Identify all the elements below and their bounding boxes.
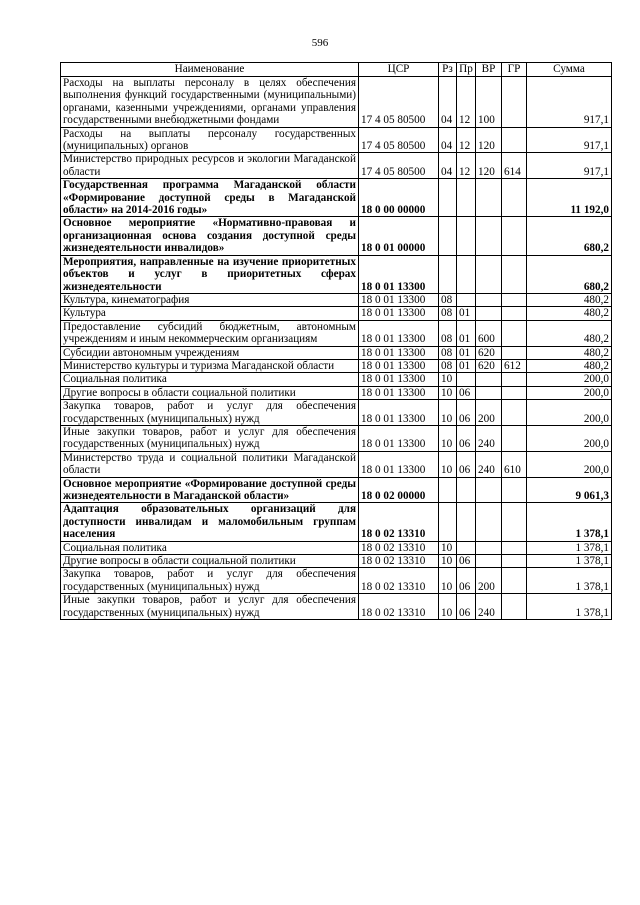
cell-rz: 10 [439, 594, 457, 620]
cell-vr: 600 [476, 320, 502, 346]
table-row [61, 359, 612, 372]
cell-pr [457, 255, 476, 293]
cell-csr: 18 0 01 13300 [359, 451, 439, 477]
table-row [61, 555, 612, 568]
cell-vr [476, 217, 502, 255]
cell-gr [502, 217, 527, 255]
cell-name: Другие вопросы в области социальной политики [61, 386, 359, 399]
cell-rz: 08 [439, 346, 457, 359]
cell-name: Министерство труда и социальной политики Магаданской области [61, 451, 359, 477]
cell-gr [502, 568, 527, 594]
cell-vr: 240 [476, 451, 502, 477]
cell-name: Культура [61, 307, 359, 320]
header-pr: Пр [457, 63, 476, 77]
table-row [61, 477, 612, 503]
header-csr: ЦСР [359, 63, 439, 77]
cell-gr [502, 77, 527, 128]
cell-sum: 480,2 [527, 346, 612, 359]
table-row [61, 346, 612, 359]
table-row [61, 179, 612, 217]
cell-vr: 200 [476, 568, 502, 594]
cell-vr [476, 477, 502, 503]
cell-vr: 240 [476, 425, 502, 451]
cell-name: Социальная политика [61, 373, 359, 386]
cell-csr: 18 0 02 13310 [359, 541, 439, 554]
cell-sum: 1 378,1 [527, 503, 612, 541]
table-row [61, 594, 612, 620]
cell-csr: 18 0 02 00000 [359, 477, 439, 503]
table-row [61, 307, 612, 320]
cell-rz: 08 [439, 293, 457, 306]
cell-csr: 18 0 02 13310 [359, 594, 439, 620]
cell-vr [476, 541, 502, 554]
cell-name: Расходы на выплаты персоналу государственных (муниципальных) органов [61, 127, 359, 153]
cell-csr: 18 0 00 00000 [359, 179, 439, 217]
header-gr: ГР [502, 63, 527, 77]
cell-rz [439, 217, 457, 255]
table-row [61, 386, 612, 399]
cell-sum: 11 192,0 [527, 179, 612, 217]
cell-pr: 06 [457, 386, 476, 399]
cell-name: Мероприятия, направленные на изучение приоритетных объектов и услуг в приоритетных сферах жизнедеятельности [61, 255, 359, 293]
cell-csr: 18 0 02 13310 [359, 555, 439, 568]
table-row [61, 293, 612, 306]
cell-sum: 480,2 [527, 320, 612, 346]
cell-pr [457, 503, 476, 541]
table-row [61, 503, 612, 541]
cell-sum: 917,1 [527, 127, 612, 153]
cell-name: Закупка товаров, работ и услуг для обеспечения государственных (муниципальных) нужд [61, 568, 359, 594]
budget-table [60, 62, 612, 620]
cell-gr [502, 400, 527, 426]
header-name: Наименование [61, 63, 359, 77]
cell-csr: 17 4 05 80500 [359, 153, 439, 179]
cell-sum: 200,0 [527, 386, 612, 399]
cell-name: Основное мероприятие «Нормативно-правовая и организационная основа создания доступной среды жизнедеятельности инвалидов» [61, 217, 359, 255]
cell-csr: 17 4 05 80500 [359, 77, 439, 128]
cell-rz: 10 [439, 386, 457, 399]
table-row [61, 77, 612, 128]
cell-pr: 06 [457, 400, 476, 426]
cell-pr [457, 541, 476, 554]
cell-name: Предоставление субсидий бюджетным, автономным учреждениям и иным некоммерческим организациям [61, 320, 359, 346]
cell-gr [502, 541, 527, 554]
cell-vr: 120 [476, 127, 502, 153]
cell-vr [476, 386, 502, 399]
cell-name: Расходы на выплаты персоналу в целях обеспечения выполнения функций государственными (муниципальными) органами, казенными учреждениями, органами управления государственными внебюджетными фондами [61, 77, 359, 128]
cell-gr: 610 [502, 451, 527, 477]
cell-sum: 1 378,1 [527, 568, 612, 594]
cell-rz [439, 179, 457, 217]
cell-csr: 18 0 01 00000 [359, 217, 439, 255]
cell-vr [476, 179, 502, 217]
cell-csr: 18 0 01 13300 [359, 320, 439, 346]
cell-sum: 917,1 [527, 77, 612, 128]
table-row [61, 425, 612, 451]
cell-rz: 08 [439, 359, 457, 372]
cell-csr: 17 4 05 80500 [359, 127, 439, 153]
cell-rz: 08 [439, 307, 457, 320]
cell-gr [502, 386, 527, 399]
cell-gr [502, 425, 527, 451]
cell-pr: 12 [457, 77, 476, 128]
cell-sum: 917,1 [527, 153, 612, 179]
cell-pr [457, 217, 476, 255]
cell-rz [439, 255, 457, 293]
cell-name: Иные закупки товаров, работ и услуг для обеспечения государственных (муниципальных) нужд [61, 594, 359, 620]
cell-sum: 9 061,3 [527, 477, 612, 503]
cell-sum: 200,0 [527, 373, 612, 386]
cell-vr [476, 255, 502, 293]
cell-vr: 200 [476, 400, 502, 426]
header-vr: ВР [476, 63, 502, 77]
table-row [61, 373, 612, 386]
cell-rz: 10 [439, 425, 457, 451]
cell-gr [502, 346, 527, 359]
table-row [61, 451, 612, 477]
cell-rz [439, 477, 457, 503]
cell-gr: 612 [502, 359, 527, 372]
cell-csr: 18 0 01 13300 [359, 359, 439, 372]
cell-name: Социальная политика [61, 541, 359, 554]
cell-pr: 01 [457, 359, 476, 372]
cell-gr [502, 503, 527, 541]
cell-rz: 10 [439, 400, 457, 426]
cell-pr: 12 [457, 127, 476, 153]
cell-sum: 1 378,1 [527, 594, 612, 620]
cell-vr [476, 555, 502, 568]
cell-sum: 680,2 [527, 217, 612, 255]
cell-vr: 240 [476, 594, 502, 620]
cell-csr: 18 0 02 13310 [359, 503, 439, 541]
cell-rz: 04 [439, 77, 457, 128]
cell-vr: 120 [476, 153, 502, 179]
table-row [61, 127, 612, 153]
cell-sum: 200,0 [527, 400, 612, 426]
table-row [61, 541, 612, 554]
cell-gr [502, 179, 527, 217]
cell-rz: 10 [439, 568, 457, 594]
cell-vr [476, 293, 502, 306]
cell-rz: 10 [439, 451, 457, 477]
cell-gr [502, 255, 527, 293]
table-row [61, 255, 612, 293]
cell-csr: 18 0 01 13300 [359, 373, 439, 386]
table-row [61, 568, 612, 594]
cell-gr [502, 127, 527, 153]
cell-csr: 18 0 01 13300 [359, 293, 439, 306]
cell-csr: 18 0 01 13300 [359, 255, 439, 293]
cell-pr [457, 373, 476, 386]
page-number: 596 [311, 37, 329, 49]
cell-rz [439, 503, 457, 541]
cell-sum: 1 378,1 [527, 555, 612, 568]
cell-pr: 01 [457, 320, 476, 346]
cell-gr [502, 373, 527, 386]
cell-csr: 18 0 01 13300 [359, 425, 439, 451]
header-sum: Сумма [527, 63, 612, 77]
cell-vr: 620 [476, 346, 502, 359]
cell-rz: 04 [439, 153, 457, 179]
cell-csr: 18 0 02 13310 [359, 568, 439, 594]
cell-sum: 200,0 [527, 451, 612, 477]
cell-pr [457, 179, 476, 217]
cell-gr [502, 320, 527, 346]
cell-vr: 620 [476, 359, 502, 372]
cell-name: Иные закупки товаров, работ и услуг для обеспечения государственных (муниципальных) нужд [61, 425, 359, 451]
cell-name: Культура, кинематография [61, 293, 359, 306]
cell-gr: 614 [502, 153, 527, 179]
cell-gr [502, 555, 527, 568]
cell-pr: 01 [457, 307, 476, 320]
cell-csr: 18 0 01 13300 [359, 386, 439, 399]
cell-pr [457, 293, 476, 306]
cell-pr: 06 [457, 555, 476, 568]
cell-sum: 480,2 [527, 307, 612, 320]
cell-sum: 680,2 [527, 255, 612, 293]
table-row [61, 320, 612, 346]
cell-gr [502, 477, 527, 503]
cell-name: Другие вопросы в области социальной политики [61, 555, 359, 568]
cell-name: Закупка товаров, работ и услуг для обеспечения государственных (муниципальных) нужд [61, 400, 359, 426]
cell-pr: 06 [457, 568, 476, 594]
cell-csr: 18 0 01 13300 [359, 400, 439, 426]
cell-rz: 08 [439, 320, 457, 346]
cell-gr [502, 307, 527, 320]
cell-pr: 06 [457, 594, 476, 620]
cell-rz: 10 [439, 555, 457, 568]
table-header-row [61, 63, 612, 77]
cell-csr: 18 0 01 13300 [359, 346, 439, 359]
cell-name: Государственная программа Магаданской области «Формирование доступной среды в Магаданской области» на 2014-2016 годы» [61, 179, 359, 217]
cell-rz: 10 [439, 541, 457, 554]
cell-vr: 100 [476, 77, 502, 128]
table-row [61, 400, 612, 426]
header-rz: Рз [439, 63, 457, 77]
table-row [61, 217, 612, 255]
cell-name: Адаптация образовательных организаций для доступности инвалидам и маломобильным группам населения [61, 503, 359, 541]
cell-pr: 06 [457, 425, 476, 451]
cell-gr [502, 293, 527, 306]
cell-vr [476, 373, 502, 386]
cell-name: Министерство природных ресурсов и экологии Магаданской области [61, 153, 359, 179]
cell-sum: 480,2 [527, 359, 612, 372]
cell-sum: 1 378,1 [527, 541, 612, 554]
table-row [61, 153, 612, 179]
cell-sum: 200,0 [527, 425, 612, 451]
cell-rz: 04 [439, 127, 457, 153]
cell-gr [502, 594, 527, 620]
cell-vr [476, 307, 502, 320]
cell-csr: 18 0 01 13300 [359, 307, 439, 320]
cell-sum: 480,2 [527, 293, 612, 306]
cell-vr [476, 503, 502, 541]
cell-pr: 06 [457, 451, 476, 477]
cell-name: Основное мероприятие «Формирование доступной среды жизнедеятельности в Магаданской области» [61, 477, 359, 503]
cell-pr [457, 477, 476, 503]
cell-name: Субсидии автономным учреждениям [61, 346, 359, 359]
cell-pr: 01 [457, 346, 476, 359]
cell-name: Министерство культуры и туризма Магаданской области [61, 359, 359, 372]
cell-pr: 12 [457, 153, 476, 179]
cell-rz: 10 [439, 373, 457, 386]
